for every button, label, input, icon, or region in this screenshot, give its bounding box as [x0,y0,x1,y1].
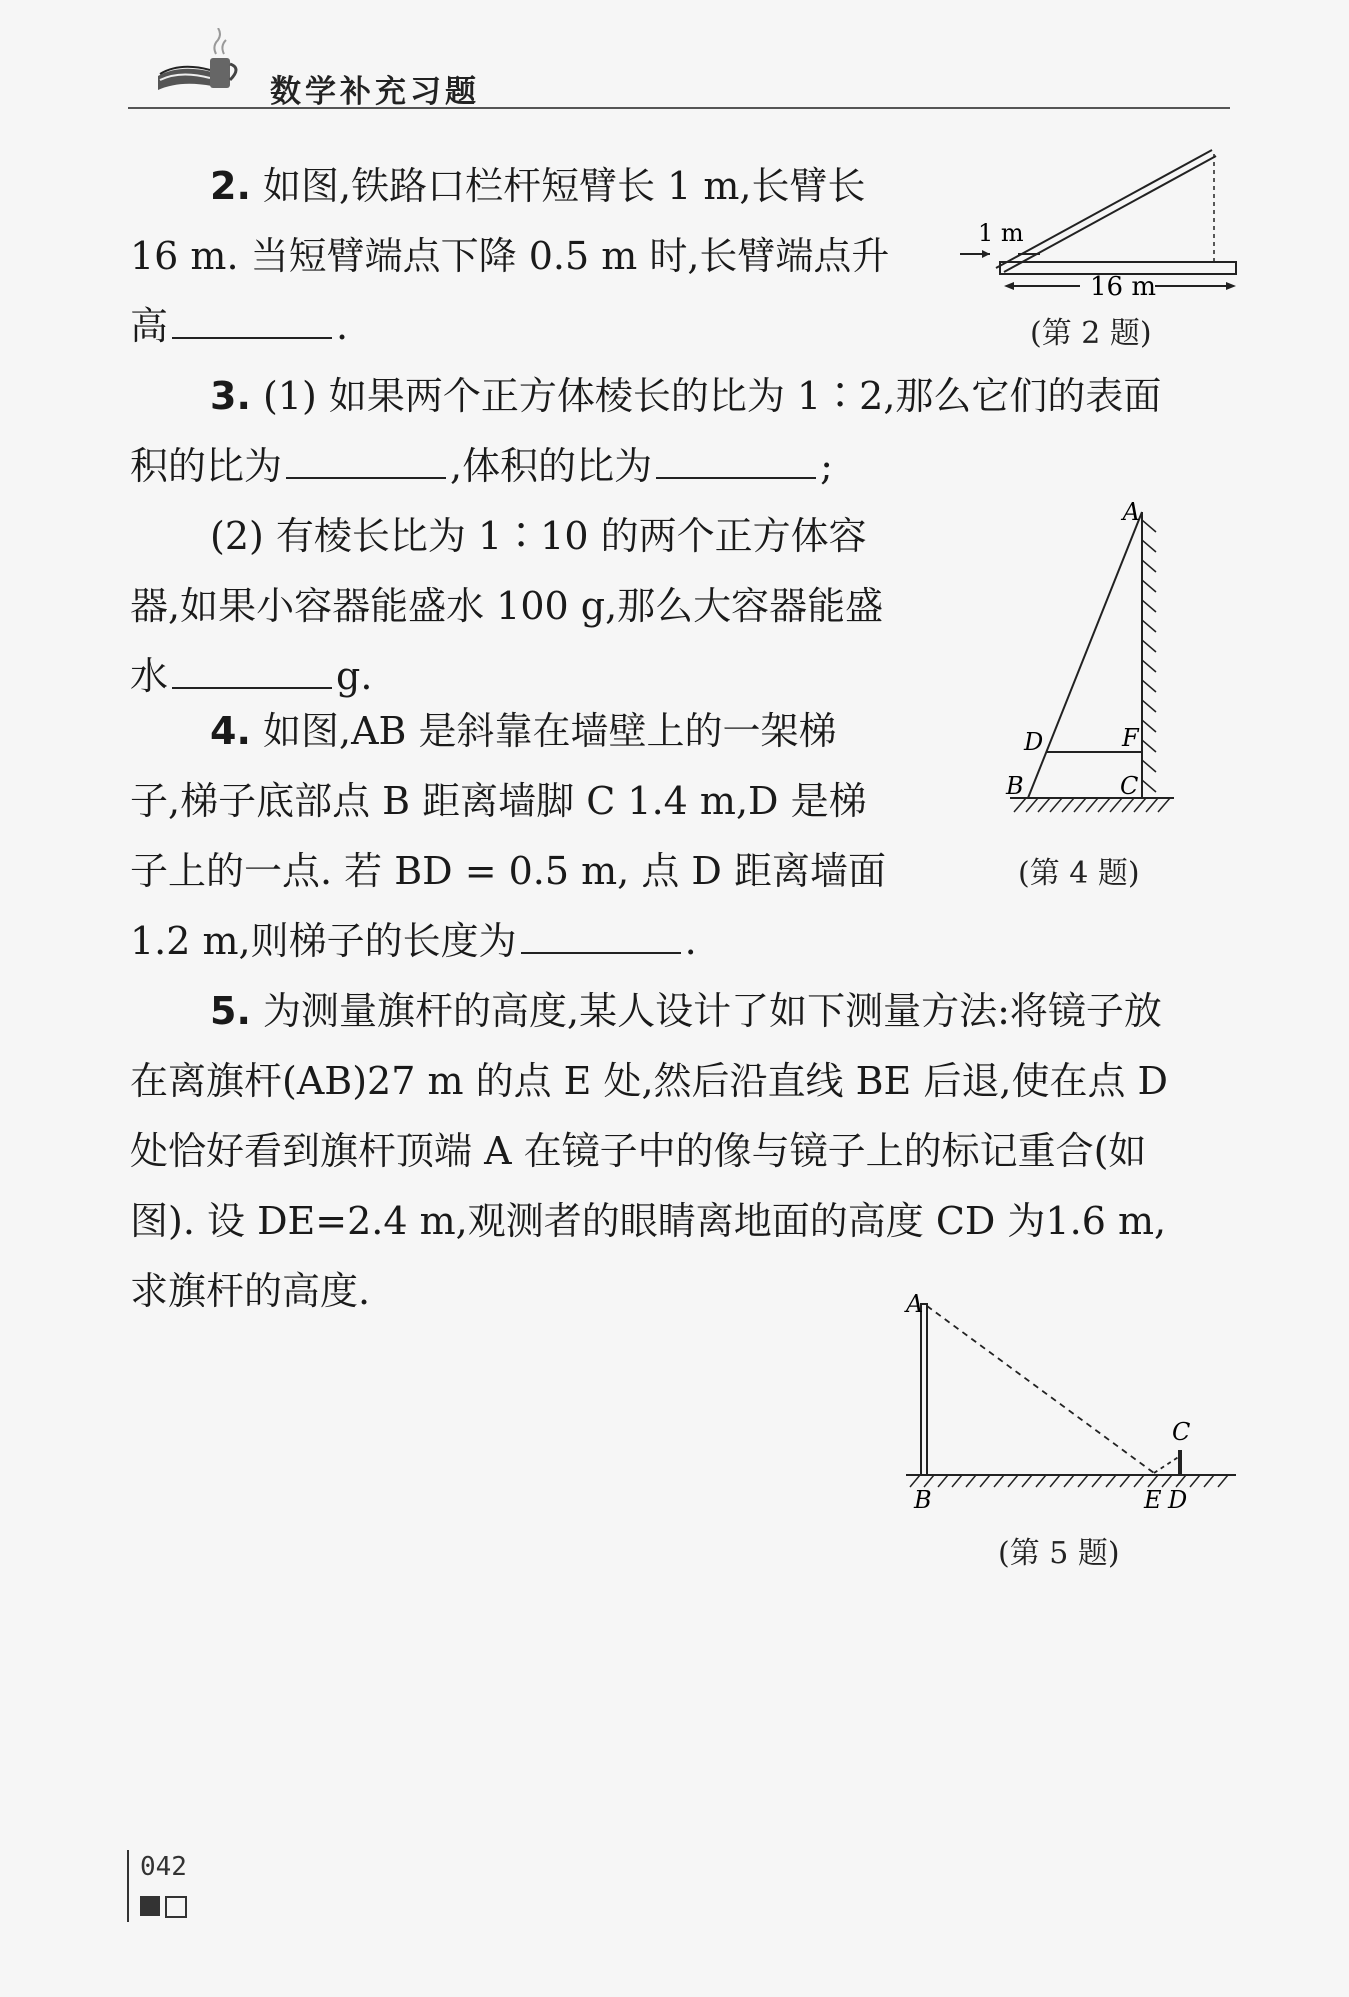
label-F: F [1122,724,1139,752]
problem-2-text-1: 如图,铁路口栏杆短臂长 1 m,长臂长 [262,164,866,208]
label-D: D [1024,728,1044,756]
label-B: B [1006,772,1024,800]
problem-4-number: 4. [210,709,251,753]
problem-4-text-4: 1.2 m,则梯子的长度为 [130,919,517,963]
fig2-long-label: 16 m [1090,272,1157,302]
problem-3-text-2a: 积的比为 [130,444,283,488]
problem-4-line-4 [130,910,697,965]
figure-4-caption: (第 4 题) [1018,856,1140,891]
problem-4-text-1: 如图,AB 是斜靠在墙壁上的一架梯 [262,709,837,753]
problem-3-line-1 [210,365,1161,420]
empty-square-icon [165,1896,187,1918]
label-B: B [914,1486,932,1514]
footer-divider [127,1850,129,1922]
label-E: E [1144,1486,1162,1514]
problem-5-text-1: 为测量旗杆的高度,某人设计了如下测量方法:将镜子放 [262,989,1162,1033]
answer-blank[interactable] [521,918,681,954]
problem-5-line-4: 图). 设 DE=2.4 m,观测者的眼睛离地面的高度 CD 为1.6 m, [130,1199,1167,1243]
label-D: D [1168,1486,1188,1514]
problem-5-line-3: 处恰好看到旗杆顶端 A 在镜子中的像与镜子上的标记重合(如 [130,1129,1147,1173]
problem-2-line-3 [130,295,348,350]
figure-5-caption: (第 5 题) [998,1536,1120,1571]
problem-2-text-3: 高 [130,304,169,348]
problem-2-line-2: 16 m. 当短臂端点下降 0.5 m 时,长臂端点升 [130,234,890,278]
ground-hatch [1014,798,1170,812]
problem-2-line-1 [210,155,866,210]
header-divider [128,107,1230,109]
answer-blank[interactable] [172,653,332,689]
figure-4-ladder [990,500,1190,820]
answer-blank[interactable] [172,303,332,339]
flagpole-ab [921,1304,927,1475]
period: . [336,304,349,348]
problem-4-line-3: 子上的一点. 若 BD = 0.5 m, 点 D 距离墙面 [130,849,886,893]
filled-square-icon [140,1896,160,1916]
problem-5-number: 5. [210,989,251,1033]
problem-3-text-5: 水 [130,654,169,698]
sightline-a-e [927,1306,1154,1473]
figure-5-flagpole-mirror [900,1290,1240,1515]
observer-cd [1178,1450,1182,1475]
problem-3-line-4: 器,如果小容器能盛水 100 g,那么大容器能盛 [130,584,884,628]
problem-3-text-1: (1) 如果两个正方体棱长的比为 1∶2,那么它们的表面 [262,374,1162,418]
long-arm-top [996,150,1212,268]
fig2-short-label: 1 m [978,219,1024,247]
problem-5-line-1 [210,980,1162,1035]
ladder-ab [1028,512,1142,798]
problem-5-line-5: 求旗杆的高度. [130,1269,371,1313]
unit-g: g. [336,654,373,698]
label-C: C [1172,1418,1191,1446]
semicolon: ; [820,444,833,488]
book-and-cup-icon [150,28,250,107]
problem-3-line-3: (2) 有棱长比为 1∶10 的两个正方体容 [210,514,867,558]
problem-3-line-5 [130,645,372,700]
answer-blank[interactable] [656,443,816,479]
label-A: A [906,1290,924,1318]
answer-blank[interactable] [286,443,446,479]
problem-5-line-2: 在离旗杆(AB)27 m 的点 E 处,然后沿直线 BE 后退,使在点 D [130,1059,1168,1103]
sightline-e-c [1154,1456,1180,1473]
figure-2-caption: (第 2 题) [1030,316,1152,351]
header-title: 数学补充习题 [270,74,480,110]
problem-3-text-2b: ,体积的比为 [450,444,653,488]
problem-4-line-1 [210,700,837,755]
wall-hatch [1142,520,1156,792]
problem-3-number: 3. [210,374,251,418]
period: . [684,919,697,963]
problem-4-line-2: 子,梯子底部点 B 距离墙脚 C 1.4 m,D 是梯 [130,779,867,823]
label-A: A [1122,500,1140,526]
problem-2-number: 2. [210,164,251,208]
label-C: C [1120,772,1139,800]
page-number: 042 [140,1852,187,1882]
problem-3-line-2 [130,435,833,490]
